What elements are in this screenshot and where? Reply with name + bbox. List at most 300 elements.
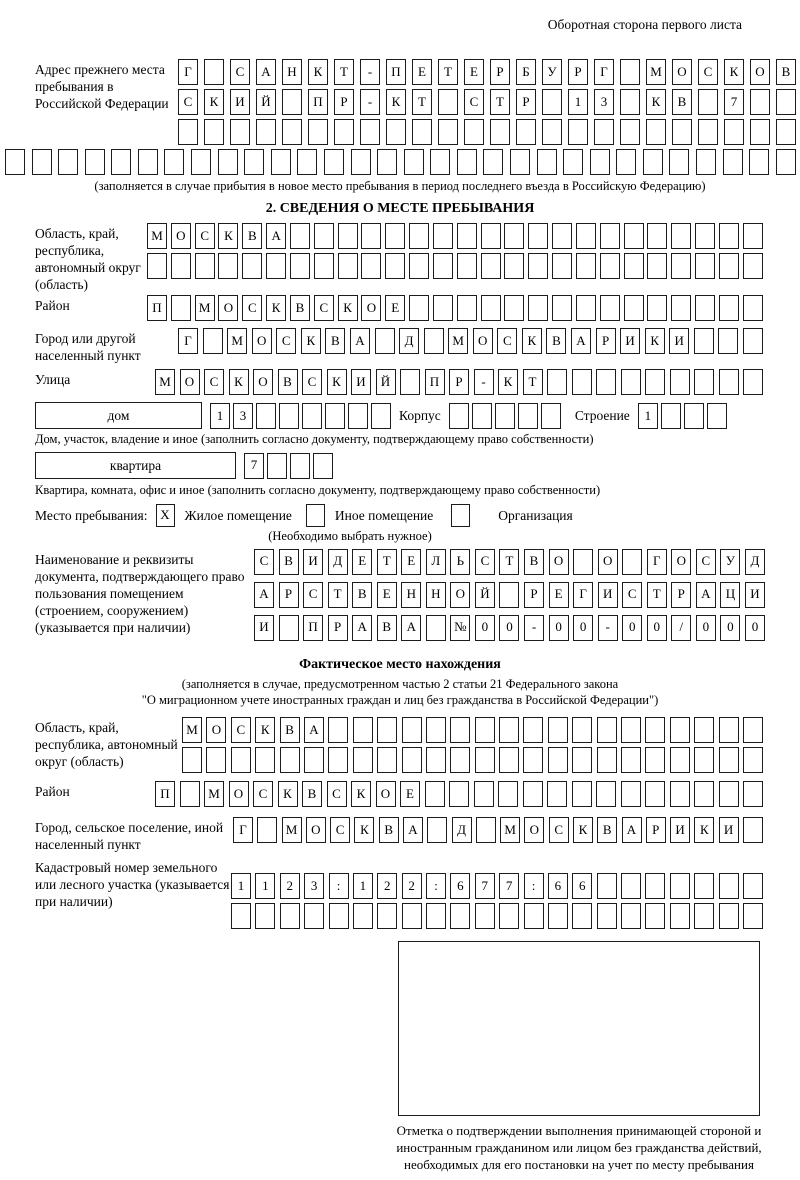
char-cell[interactable]: Т [377,549,397,575]
char-cell[interactable]: М [204,781,224,807]
char-cell[interactable] [314,253,334,279]
char-cell[interactable]: С [195,223,215,249]
char-cell[interactable]: А [350,328,370,354]
char-cell[interactable] [743,873,763,899]
char-cell[interactable] [377,747,397,773]
char-cell[interactable] [498,781,518,807]
char-cell[interactable]: П [147,295,167,321]
char-cell[interactable]: Ц [720,582,740,608]
char-cell[interactable] [267,453,287,479]
char-cell[interactable] [279,403,299,429]
char-cell[interactable] [499,717,519,743]
char-cell[interactable]: П [308,89,328,115]
char-cell[interactable]: С [464,89,484,115]
char-cell[interactable]: 1 [568,89,588,115]
char-cell[interactable]: О [252,328,272,354]
char-cell[interactable] [646,119,666,145]
char-cell[interactable] [499,747,519,773]
char-cell[interactable]: М [500,817,520,843]
char-cell[interactable]: К [327,369,347,395]
char-cell[interactable] [743,253,763,279]
char-cell[interactable]: Р [646,817,666,843]
char-cell[interactable] [302,403,322,429]
char-cell[interactable] [338,253,358,279]
char-cell[interactable] [474,781,494,807]
char-cell[interactable]: 1 [231,873,251,899]
char-cell[interactable] [279,615,299,641]
char-cell[interactable] [255,903,275,929]
char-cell[interactable]: О [171,223,191,249]
char-cell[interactable]: Т [490,89,510,115]
char-cell[interactable] [620,119,640,145]
char-cell[interactable]: Д [328,549,348,575]
char-cell[interactable] [672,119,692,145]
apartment-box[interactable]: квартира [35,452,236,479]
char-cell[interactable]: / [671,615,691,641]
char-cell[interactable]: У [720,549,740,575]
char-cell[interactable] [669,149,689,175]
char-cell[interactable]: Р [568,59,588,85]
char-cell[interactable] [290,223,310,249]
char-cell[interactable] [5,149,25,175]
char-cell[interactable] [475,717,495,743]
char-cell[interactable] [450,903,470,929]
char-cell[interactable] [242,253,262,279]
char-cell[interactable] [218,149,238,175]
char-cell[interactable] [308,119,328,145]
char-cell[interactable]: К [218,223,238,249]
char-cell[interactable]: Н [282,59,302,85]
char-cell[interactable] [621,873,641,899]
char-cell[interactable] [597,873,617,899]
char-cell[interactable] [495,403,515,429]
char-cell[interactable]: Е [352,549,372,575]
char-cell[interactable] [516,119,536,145]
char-cell[interactable] [409,295,429,321]
char-cell[interactable] [620,59,640,85]
char-cell[interactable]: - [360,89,380,115]
char-cell[interactable]: М [646,59,666,85]
char-cell[interactable]: Й [376,369,396,395]
char-cell[interactable] [438,89,458,115]
char-cell[interactable]: Г [178,328,198,354]
char-cell[interactable]: Б [516,59,536,85]
street-row[interactable] [155,369,763,395]
char-cell[interactable] [694,903,714,929]
char-cell[interactable]: : [426,873,446,899]
char-cell[interactable]: 7 [724,89,744,115]
char-cell[interactable] [597,903,617,929]
char-cell[interactable] [576,223,596,249]
char-cell[interactable]: - [360,59,380,85]
char-cell[interactable]: Т [412,89,432,115]
char-cell[interactable] [203,328,223,354]
char-cell[interactable]: Д [452,817,472,843]
char-cell[interactable]: О [361,295,381,321]
char-cell[interactable]: К [351,781,371,807]
char-cell[interactable] [314,223,334,249]
char-cell[interactable] [719,747,739,773]
char-cell[interactable]: С [475,549,495,575]
char-cell[interactable]: С [698,59,718,85]
char-cell[interactable] [402,903,422,929]
korpus-cells[interactable] [449,403,561,429]
char-cell[interactable] [404,149,424,175]
char-cell[interactable]: К [229,369,249,395]
char-cell[interactable]: О [218,295,238,321]
char-cell[interactable] [402,747,422,773]
char-cell[interactable]: 7 [244,453,264,479]
char-cell[interactable]: Д [745,549,765,575]
char-cell[interactable]: О [750,59,770,85]
char-cell[interactable] [433,295,453,321]
char-cell[interactable] [528,253,548,279]
char-cell[interactable] [743,817,763,843]
char-cell[interactable]: К [278,781,298,807]
char-cell[interactable] [58,149,78,175]
char-cell[interactable]: О [549,549,569,575]
region-row-2[interactable] [147,253,763,279]
char-cell[interactable] [426,747,446,773]
char-cell[interactable] [670,873,690,899]
char-cell[interactable]: Г [594,59,614,85]
char-cell[interactable]: Д [399,328,419,354]
char-cell[interactable] [499,903,519,929]
char-cell[interactable] [719,223,739,249]
char-cell[interactable] [661,403,681,429]
char-cell[interactable]: - [474,369,494,395]
char-cell[interactable] [576,295,596,321]
char-cell[interactable] [719,369,739,395]
char-cell[interactable]: Г [178,59,198,85]
char-cell[interactable] [694,328,714,354]
char-cell[interactable] [280,903,300,929]
char-cell[interactable]: У [542,59,562,85]
char-cell[interactable] [776,119,796,145]
char-cell[interactable]: О [229,781,249,807]
region-row-1[interactable] [147,223,763,249]
char-cell[interactable] [645,369,665,395]
document-row-1[interactable] [254,549,765,575]
char-cell[interactable] [409,223,429,249]
char-cell[interactable] [371,403,391,429]
char-cell[interactable] [684,403,704,429]
char-cell[interactable] [111,149,131,175]
char-cell[interactable]: В [278,369,298,395]
char-cell[interactable]: С [230,59,250,85]
char-cell[interactable] [180,781,200,807]
char-cell[interactable]: В [242,223,262,249]
char-cell[interactable] [670,903,690,929]
char-cell[interactable]: К [266,295,286,321]
char-cell[interactable] [645,873,665,899]
char-cell[interactable]: Н [401,582,421,608]
char-cell[interactable] [171,253,191,279]
char-cell[interactable]: О [306,817,326,843]
char-cell[interactable]: П [425,369,445,395]
char-cell[interactable] [719,295,739,321]
stay-type-checkbox-org[interactable] [451,504,470,527]
char-cell[interactable]: - [598,615,618,641]
char-cell[interactable] [542,119,562,145]
char-cell[interactable] [171,295,191,321]
char-cell[interactable]: Р [596,328,616,354]
char-cell[interactable] [426,903,446,929]
char-cell[interactable] [412,119,432,145]
char-cell[interactable]: Т [647,582,667,608]
char-cell[interactable]: А [256,59,276,85]
char-cell[interactable] [138,149,158,175]
char-cell[interactable] [280,747,300,773]
char-cell[interactable]: : [524,873,544,899]
char-cell[interactable] [776,89,796,115]
char-cell[interactable]: К [724,59,744,85]
char-cell[interactable] [483,149,503,175]
char-cell[interactable] [85,149,105,175]
prev-address-row-2[interactable] [178,89,796,115]
char-cell[interactable] [572,747,592,773]
char-cell[interactable] [297,149,317,175]
char-cell[interactable]: В [290,295,310,321]
char-cell[interactable]: И [669,328,689,354]
char-cell[interactable] [749,149,769,175]
char-cell[interactable] [552,295,572,321]
char-cell[interactable]: А [696,582,716,608]
char-cell[interactable]: М [155,369,175,395]
char-cell[interactable]: И [230,89,250,115]
char-cell[interactable] [32,149,52,175]
char-cell[interactable] [351,149,371,175]
char-cell[interactable]: И [351,369,371,395]
char-cell[interactable]: П [303,615,323,641]
char-cell[interactable] [481,253,501,279]
char-cell[interactable]: С [254,549,274,575]
house-box[interactable]: дом [35,402,202,429]
char-cell[interactable] [324,149,344,175]
char-cell[interactable] [375,328,395,354]
char-cell[interactable]: - [524,615,544,641]
char-cell[interactable] [621,369,641,395]
char-cell[interactable] [568,119,588,145]
char-cell[interactable] [597,747,617,773]
char-cell[interactable]: К [308,59,328,85]
char-cell[interactable]: 0 [720,615,740,641]
char-cell[interactable]: Р [524,582,544,608]
document-row-2[interactable] [254,582,765,608]
char-cell[interactable]: К [573,817,593,843]
char-cell[interactable]: П [386,59,406,85]
char-cell[interactable] [425,781,445,807]
char-cell[interactable] [695,223,715,249]
char-cell[interactable]: Г [233,817,253,843]
city-row[interactable] [178,328,763,360]
char-cell[interactable] [645,717,665,743]
char-cell[interactable] [695,295,715,321]
char-cell[interactable]: 3 [304,873,324,899]
char-cell[interactable]: И [303,549,323,575]
char-cell[interactable]: Т [328,582,348,608]
char-cell[interactable] [698,89,718,115]
char-cell[interactable] [195,253,215,279]
stay-type-checkbox-zhiloe[interactable]: X [156,504,175,527]
char-cell[interactable] [338,223,358,249]
char-cell[interactable] [385,253,405,279]
char-cell[interactable] [743,747,763,773]
char-cell[interactable]: 1 [255,873,275,899]
char-cell[interactable] [718,328,738,354]
char-cell[interactable] [552,223,572,249]
char-cell[interactable]: 3 [233,403,253,429]
char-cell[interactable] [348,403,368,429]
char-cell[interactable] [255,747,275,773]
char-cell[interactable]: А [304,717,324,743]
char-cell[interactable]: Р [671,582,691,608]
char-cell[interactable] [572,369,592,395]
char-cell[interactable] [147,253,167,279]
char-cell[interactable]: 0 [475,615,495,641]
char-cell[interactable] [282,89,302,115]
char-cell[interactable] [548,717,568,743]
char-cell[interactable] [377,149,397,175]
char-cell[interactable]: О [598,549,618,575]
char-cell[interactable] [304,903,324,929]
char-cell[interactable]: К [354,817,374,843]
char-cell[interactable]: 2 [402,873,422,899]
char-cell[interactable] [671,295,691,321]
apartment-cells[interactable] [244,453,333,479]
char-cell[interactable]: Р [490,59,510,85]
char-cell[interactable] [552,253,572,279]
char-cell[interactable]: Р [516,89,536,115]
char-cell[interactable] [475,747,495,773]
char-cell[interactable]: 7 [475,873,495,899]
char-cell[interactable] [624,295,644,321]
char-cell[interactable] [524,903,544,929]
char-cell[interactable] [624,253,644,279]
char-cell[interactable] [719,873,739,899]
char-cell[interactable]: Е [549,582,569,608]
char-cell[interactable]: Е [377,582,397,608]
char-cell[interactable]: К [646,89,666,115]
char-cell[interactable]: С [497,328,517,354]
char-cell[interactable]: Л [426,549,446,575]
char-cell[interactable] [256,403,276,429]
char-cell[interactable] [645,903,665,929]
prev-address-row-3[interactable] [178,119,796,145]
char-cell[interactable] [542,89,562,115]
char-cell[interactable]: 3 [594,89,614,115]
char-cell[interactable]: 6 [548,873,568,899]
char-cell[interactable]: В [377,615,397,641]
char-cell[interactable]: 1 [353,873,373,899]
char-cell[interactable]: В [597,817,617,843]
char-cell[interactable]: О [671,549,691,575]
char-cell[interactable] [750,119,770,145]
char-cell[interactable] [698,119,718,145]
char-cell[interactable] [328,747,348,773]
char-cell[interactable] [719,717,739,743]
char-cell[interactable] [694,873,714,899]
char-cell[interactable] [528,223,548,249]
char-cell[interactable] [204,59,224,85]
char-cell[interactable]: С [549,817,569,843]
char-cell[interactable] [231,747,251,773]
char-cell[interactable]: Г [647,549,667,575]
char-cell[interactable] [475,903,495,929]
char-cell[interactable] [230,119,250,145]
char-cell[interactable]: О [206,717,226,743]
char-cell[interactable] [572,717,592,743]
char-cell[interactable] [576,253,596,279]
char-cell[interactable] [191,149,211,175]
char-cell[interactable] [182,747,202,773]
prev-address-row-1[interactable] [178,59,796,85]
char-cell[interactable]: С [302,369,322,395]
char-cell[interactable]: О [524,817,544,843]
char-cell[interactable] [590,149,610,175]
char-cell[interactable]: Е [401,549,421,575]
char-cell[interactable] [377,903,397,929]
char-cell[interactable] [694,717,714,743]
char-cell[interactable] [645,747,665,773]
char-cell[interactable] [719,781,739,807]
char-cell[interactable] [402,717,422,743]
char-cell[interactable]: Р [328,615,348,641]
char-cell[interactable] [360,119,380,145]
char-cell[interactable] [596,781,616,807]
char-cell[interactable]: 0 [745,615,765,641]
char-cell[interactable]: Т [499,549,519,575]
char-cell[interactable]: В [672,89,692,115]
char-cell[interactable] [476,817,496,843]
char-cell[interactable] [504,223,524,249]
char-cell[interactable] [426,717,446,743]
char-cell[interactable]: Н [426,582,446,608]
char-cell[interactable] [743,295,763,321]
stroenie-cells[interactable] [638,403,727,429]
char-cell[interactable]: С [303,582,323,608]
char-cell[interactable]: Р [334,89,354,115]
char-cell[interactable]: И [254,615,274,641]
char-cell[interactable]: Е [385,295,405,321]
char-cell[interactable] [271,149,291,175]
char-cell[interactable]: С [696,549,716,575]
char-cell[interactable]: Т [334,59,354,85]
char-cell[interactable] [433,223,453,249]
char-cell[interactable] [433,253,453,279]
char-cell[interactable]: № [450,615,470,641]
char-cell[interactable]: : [329,873,349,899]
char-cell[interactable]: С [314,295,334,321]
char-cell[interactable] [523,747,543,773]
char-cell[interactable]: В [279,549,299,575]
char-cell[interactable]: 0 [499,615,519,641]
char-cell[interactable]: С [276,328,296,354]
char-cell[interactable] [481,223,501,249]
prev-address-row-4[interactable] [5,149,796,175]
char-cell[interactable]: Е [412,59,432,85]
char-cell[interactable] [597,717,617,743]
char-cell[interactable]: О [376,781,396,807]
char-cell[interactable] [600,295,620,321]
char-cell[interactable]: П [155,781,175,807]
char-cell[interactable] [490,119,510,145]
char-cell[interactable] [504,295,524,321]
char-cell[interactable]: А [403,817,423,843]
char-cell[interactable]: В [302,781,322,807]
char-cell[interactable] [547,781,567,807]
factual-region-row-2[interactable] [182,747,763,773]
